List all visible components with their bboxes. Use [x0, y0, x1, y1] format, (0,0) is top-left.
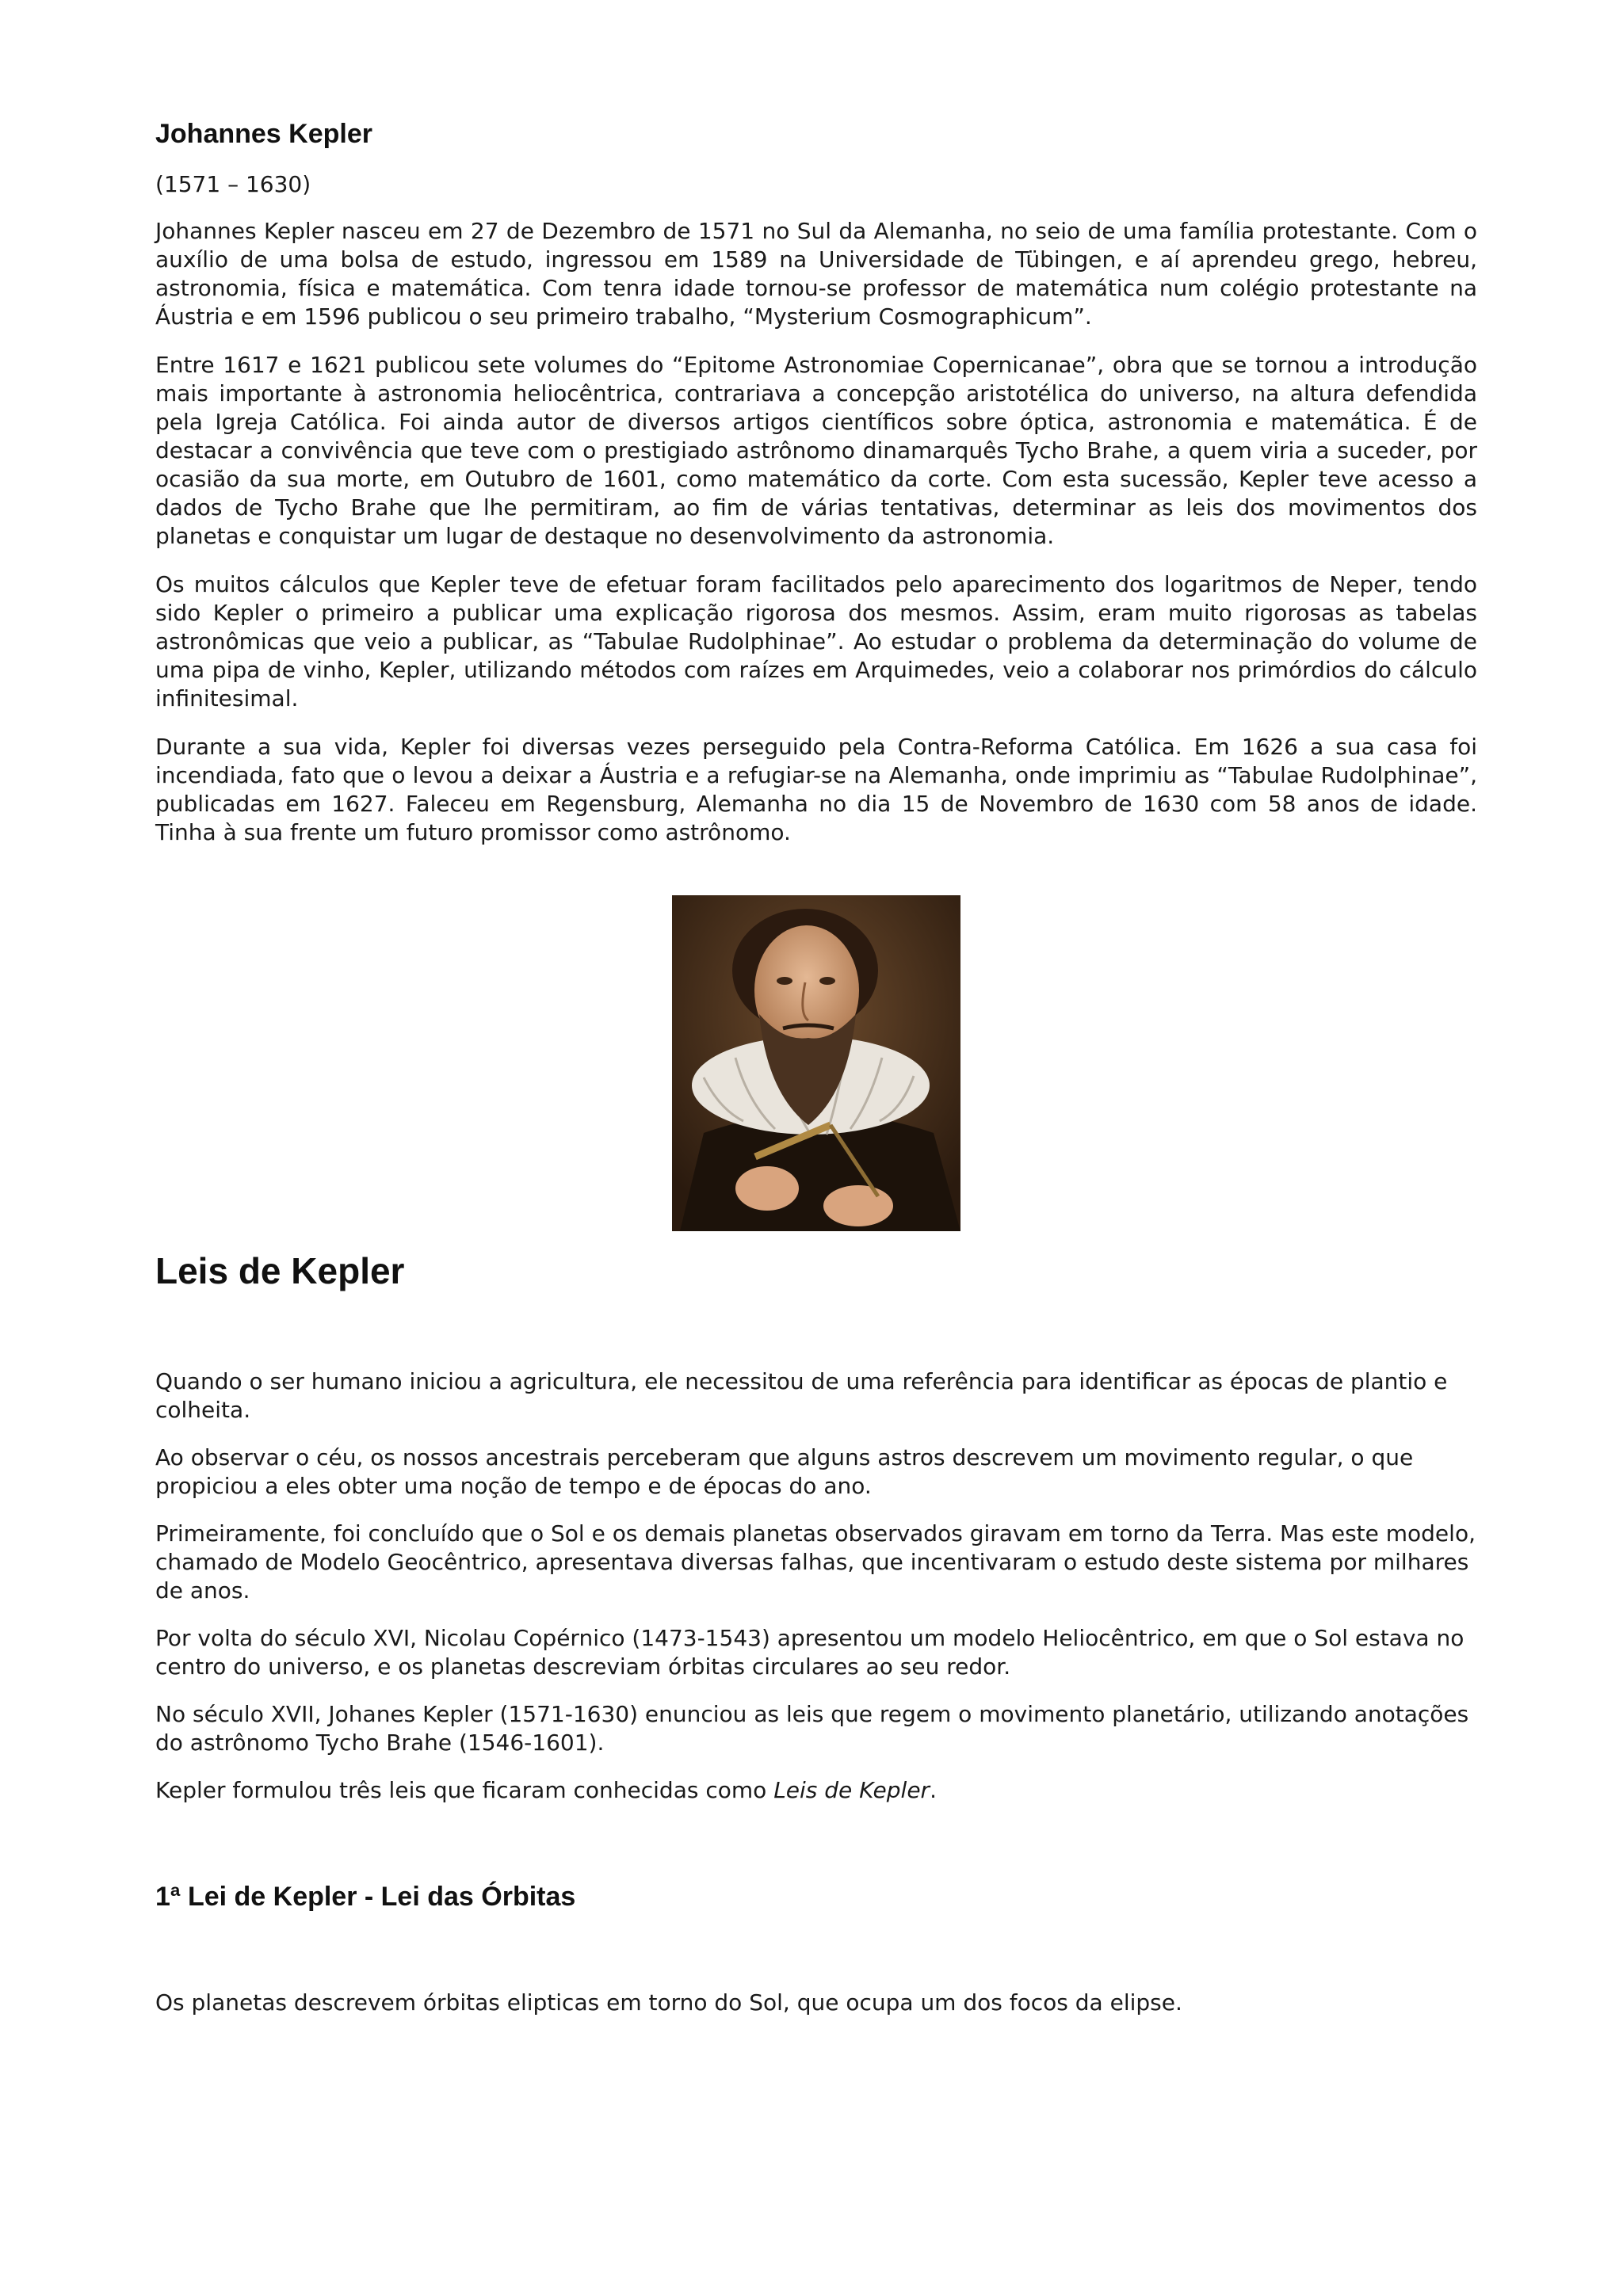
first-law-text: Os planetas descrevem órbitas elipticas em torno do Sol, que ocupa um dos focos da elipse.: [155, 1989, 1182, 2016]
laws-closing-emphasis: Leis de Kepler: [773, 1777, 930, 1803]
kepler-portrait-image: [672, 895, 960, 1231]
laws-closing-prefix: Kepler formulou três leis que ficaram conhecidas como: [155, 1777, 774, 1803]
laws-paragraph-1: Quando o ser humano iniciou a agricultura, ele necessitou de uma referência para identificar as épocas de plantio e colheita.: [155, 1368, 1448, 1423]
laws-closing-suffix: .: [930, 1777, 937, 1803]
laws-paragraph-4: Por volta do século XVI, Nicolau Copérnico (1473-1543) apresentou um modelo Heliocêntrico, em que o Sol estava no centro do universo, e os planetas descreviam órbitas circulares ao seu redor.: [155, 1625, 1465, 1680]
laws-closing: [155, 1776, 1477, 1805]
bio-paragraph-1: Johannes Kepler nasceu em 27 de Dezembro de 1571 no Sul da Alemanha, no seio de uma família protestante. Com o auxílio de uma bolsa de estudo, ingressou em 1589 na Universidade de Tübingen, e aí aprendeu grego, hebreu, astronomia, física e matemática. Com tenra idade tornou-se professor de matemática num colégio protestante na Áustria e em 1596 publicou o seu primeiro trabalho, “Mysterium Cosmographicum”.: [155, 218, 1477, 330]
bio-dates: (1571 – 1630): [155, 171, 311, 197]
bio-paragraph-3: Os muitos cálculos que Kepler teve de efetuar foram facilitados pelo aparecimento dos logaritmos de Neper, tendo sido Kepler o primeiro a publicar uma explicação rigorosa dos mesmos. Assim, eram muito rigorosas as tabelas astronômicas que veio a publicar, as “Tabulae Rudolphinae”. Ao estudar o problema da determinação do volume de uma pipa de vinho, Kepler, utilizando métodos com raízes em Arquimedes, veio a colaborar nos primórdios do cálculo infinitesimal.: [155, 571, 1477, 711]
laws-paragraph-3: Primeiramente, foi concluído que o Sol e os demais planetas observados giravam em torno da Terra. Mas este modelo, chamado de Modelo Geocêntrico, apresentava diversas falhas, que incentivaram o estudo deste sistema por milhares de anos.: [155, 1520, 1476, 1604]
bio-paragraph-2: Entre 1617 e 1621 publicou sete volumes do “Epitome Astronomiae Copernicanae”, obra que se tornou a introdução mais importante à astronomia heliocêntrica, contrariava a concepção aristotélica do universo, na altura defendida pela Igreja Católica. Foi ainda autor de diversos artigos científicos sobre óptica, astronomia e matemática. É de destacar a convivência que teve com o prestigiado astrônomo dinamarquês Tycho Brahe, a quem viria a suceder, por ocasião da sua morte, em Outubro de 1601, como matemático da corte. Com esta sucessão, Kepler teve acesso a dados de Tycho Brahe que lhe permitiram, ao fim de várias tentativas, determinar as leis dos movimentos dos planetas e conquistar um lugar de destaque no desenvolvimento da astronomia.: [155, 352, 1477, 549]
laws-body: [155, 1367, 1477, 1824]
bio-body: [155, 217, 1477, 867]
bio-paragraph-4: Durante a sua vida, Kepler foi diversas vezes perseguido pela Contra-Reforma Católica. Em 1626 a sua casa foi incendiada, fato que o levou a deixar a Áustria e a refugiar-se na Alemanha, onde imprimiu as “Tabulae Rudolphinae”, publicadas em 1627. Faleceu em Regensburg, Alemanha no dia 15 de Novembro de 1630 com 58 anos de idade. Tinha à sua frente um futuro promissor como astrônomo.: [155, 734, 1477, 845]
laws-title: Leis de Kepler: [155, 1250, 405, 1291]
portrait-illustration: [672, 895, 960, 1231]
first-law-title: 1ª Lei de Kepler - Lei das Órbitas: [155, 1882, 576, 1912]
laws-paragraph-2: Ao observar o céu, os nossos ancestrais perceberam que alguns astros descrevem um movimento regular, o que propiciou a eles obter uma noção de tempo e de épocas do ano.: [155, 1444, 1414, 1499]
bio-title: Johannes Kepler: [155, 119, 372, 149]
laws-paragraph-5: No século XVII, Johanes Kepler (1571-1630) enunciou as leis que regem o movimento planetário, utilizando anotações do astrônomo Tycho Brahe (1546-1601).: [155, 1701, 1469, 1756]
